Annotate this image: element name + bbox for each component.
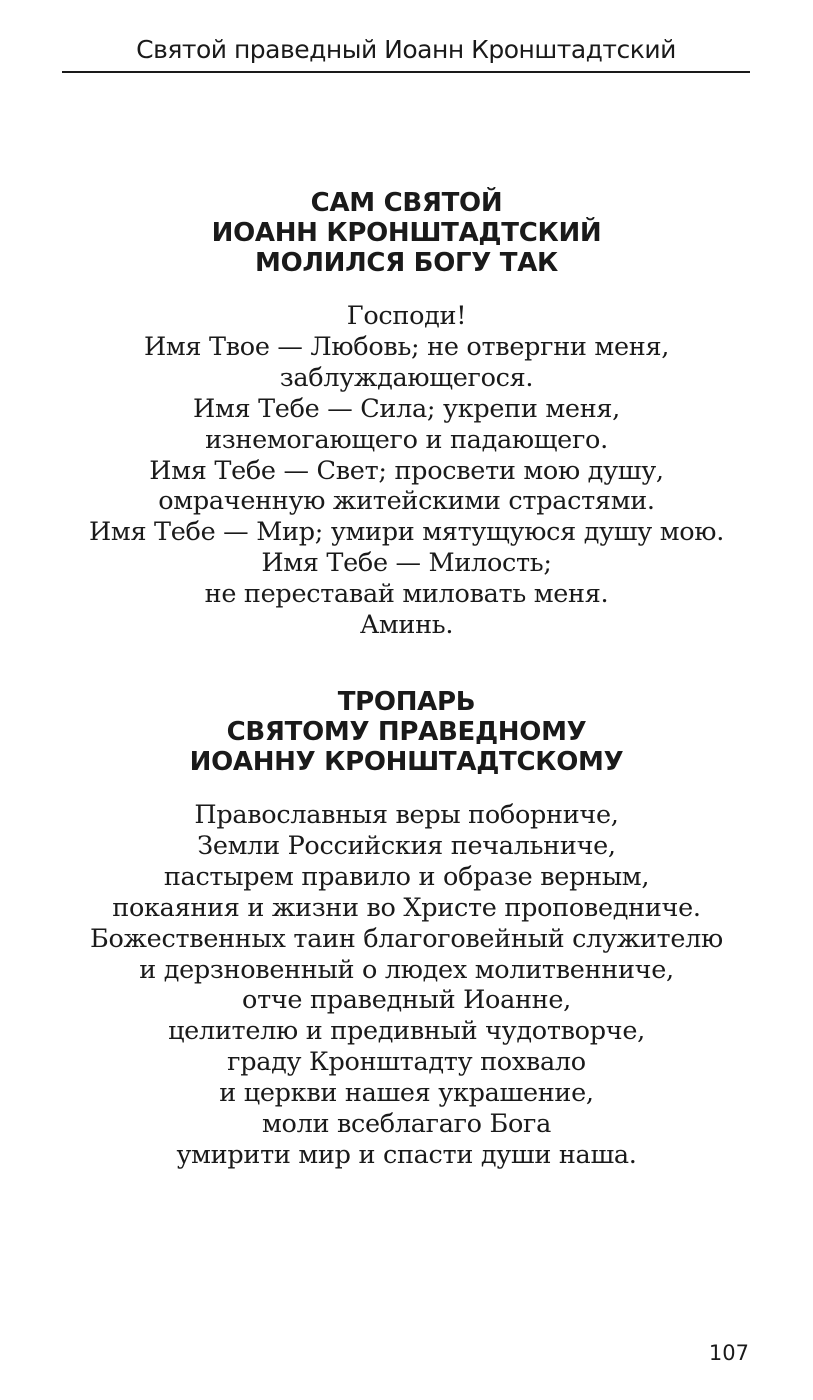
title-line: МОЛИЛСЯ БОГУ ТАК xyxy=(255,248,558,278)
verse-line: и церкви нашея украшение, xyxy=(219,1078,594,1109)
verse-line: Божественных таин благоговейный служителю xyxy=(90,923,723,954)
verse-line: Православныя веры поборниче, xyxy=(194,800,619,830)
verse-line: умирити мир и спасти души наша. xyxy=(176,1139,637,1170)
verse-line: Аминь. xyxy=(359,610,454,641)
verse-line: граду Кронштадту похвало xyxy=(227,1047,586,1078)
verse-line: покаяния и жизни во Христе проповедниче. xyxy=(112,892,701,923)
verse-line: Имя Тебе — Мир; умири мятущуюся душу мою. xyxy=(88,517,725,548)
verse-line: отче праведный Иоанне, xyxy=(242,985,571,1016)
verse-line: Земли Российския печальниче, xyxy=(197,830,616,861)
verse-line: целителю и предивный чудотворче, xyxy=(168,1016,645,1047)
section-title-prayer xyxy=(0,188,813,278)
verse-line: Имя Тебе — Сила; укрепи меня, xyxy=(193,393,620,424)
page-number: 107 xyxy=(708,1341,749,1365)
verse-line: заблуждающегося. xyxy=(279,362,534,393)
verse-line: пастырем правило и образе верным, xyxy=(163,861,650,892)
prayer-text xyxy=(0,301,813,641)
running-header: Святой праведный Иоанн Кронштадтский xyxy=(136,35,676,64)
section-title-troparion xyxy=(0,687,813,777)
title-line: САМ СВЯТОЙ xyxy=(310,188,503,218)
verse-line: и дерзновенный о людех молитвенниче, xyxy=(139,954,674,985)
verse-line: моли всеблагаго Бога xyxy=(261,1109,551,1140)
verse-line: омраченную житейскими страстями. xyxy=(158,486,655,517)
title-line: СВЯТОМУ ПРАВЕДНОМУ xyxy=(226,717,587,747)
verse-line: Имя Тебе — Свет; просвети мою душу, xyxy=(149,455,664,486)
verse-line: Имя Твое — Любовь; не отвергни меня, xyxy=(143,331,670,362)
title-line: ТРОПАРЬ xyxy=(337,687,476,717)
title-line: ИОАНН КРОНШТАДТСКИЙ xyxy=(211,218,602,248)
title-line: ИОАННУ КРОНШТАДТСКОМУ xyxy=(189,747,624,777)
verse-line: Господи! xyxy=(346,301,467,331)
verse-line: изнемогающего и падающего. xyxy=(205,424,608,455)
verse-line: не переставай миловать меня. xyxy=(204,579,609,610)
troparion-text xyxy=(0,800,813,1171)
header-rule xyxy=(62,71,750,73)
verse-line: Имя Тебе — Милость; xyxy=(261,548,552,579)
